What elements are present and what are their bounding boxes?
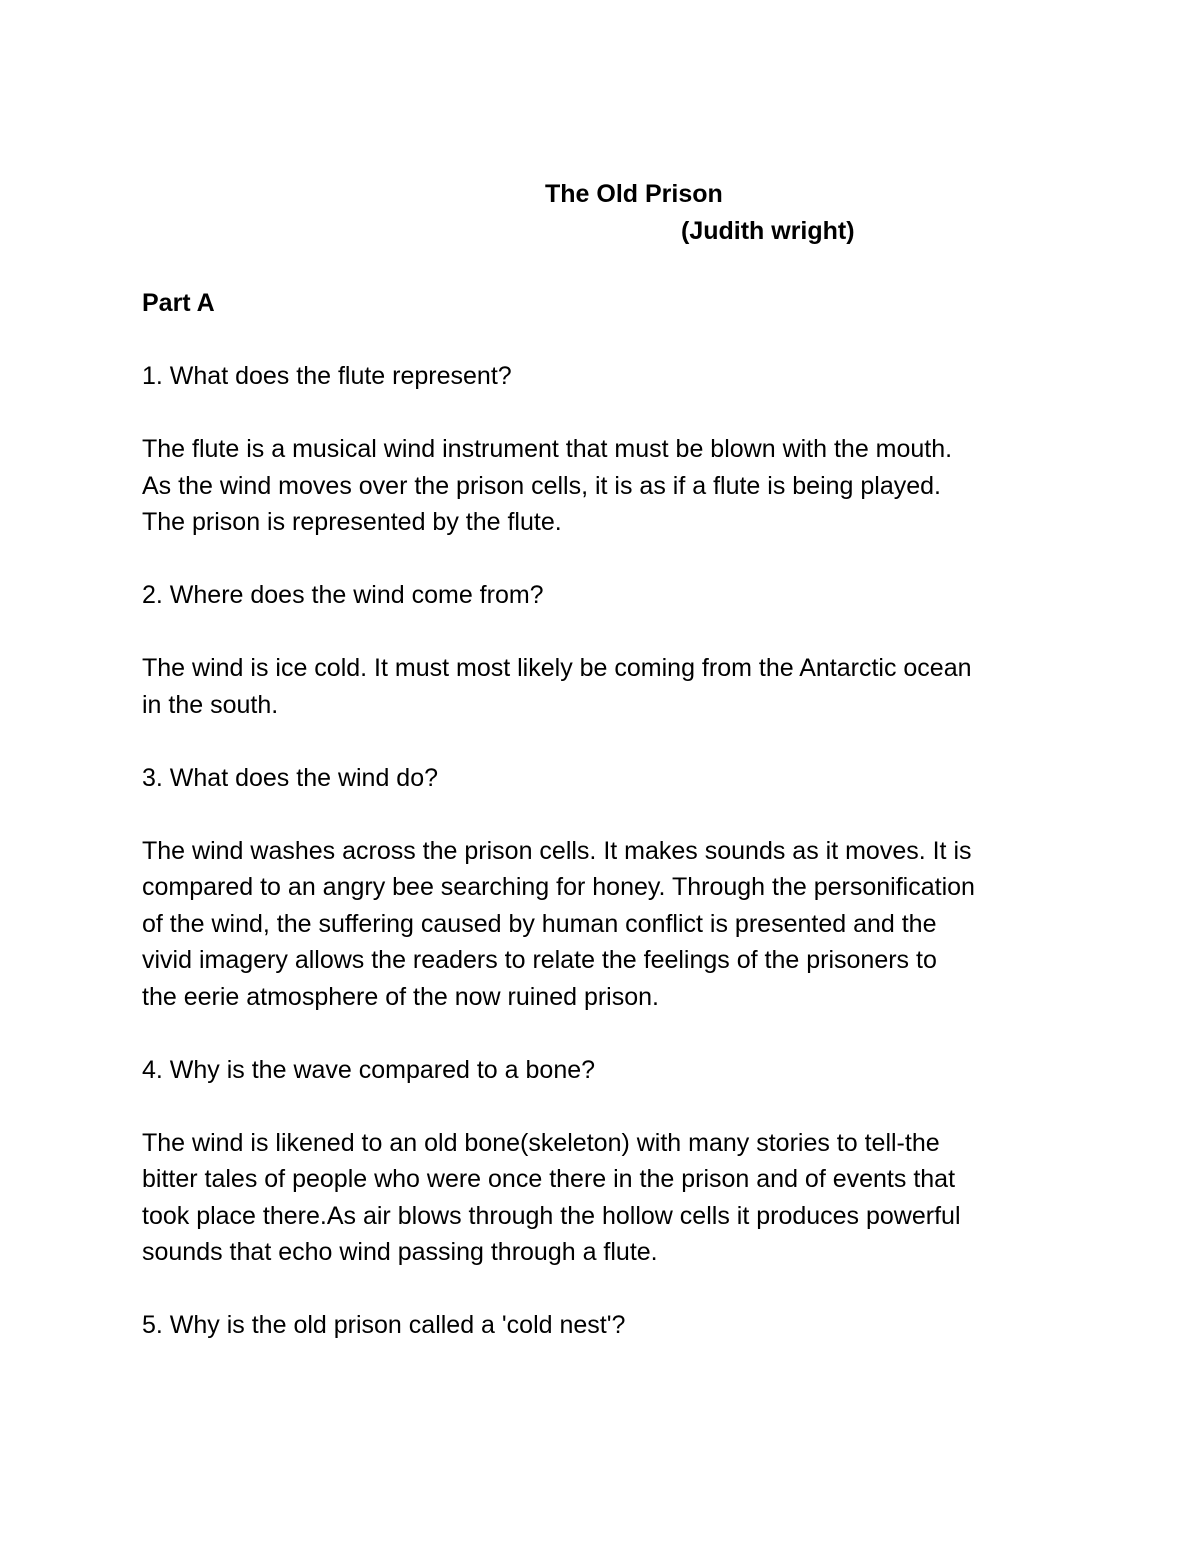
question-4: 4. Why is the wave compared to a bone? (142, 1055, 596, 1084)
answer-line: compared to an angry bee searching for honey. Through the personification (142, 873, 975, 901)
answer-2 (142, 650, 1072, 723)
qa-section (142, 358, 1072, 1380)
document-author: (Judith wright) (681, 217, 855, 245)
answer-line: the eerie atmosphere of the now ruined prison. (142, 982, 659, 1011)
answer-line: The prison is represented by the flute. (142, 508, 562, 536)
answer-line: took place there.As air blows through the hollow cells it produces powerful (142, 1201, 961, 1230)
answer-line: bitter tales of people who were once there in the prison and of events that (142, 1165, 956, 1193)
answer-1 (142, 431, 1072, 541)
answer-line: The wind is ice cold. It must most likely be coming from the Antarctic ocean (142, 654, 972, 682)
answer-line: of the wind, the suffering caused by human conflict is presented and the (142, 909, 937, 938)
answer-line: vivid imagery allows the readers to relate the feelings of the prisoners to (142, 946, 937, 974)
question-2: 2. Where does the wind come from? (142, 581, 544, 609)
answer-line: in the south. (142, 690, 279, 719)
question-1: 1. What does the flute represent? (142, 362, 512, 390)
answer-line: The wind washes across the prison cells. It makes sounds as it moves. It is (142, 836, 972, 865)
answer-line: sounds that echo wind passing through a flute. (142, 1238, 658, 1266)
answer-4 (142, 1125, 1072, 1271)
section-heading: Part A (142, 289, 215, 317)
question-5: 5. Why is the old prison called a 'cold nest'? (142, 1311, 626, 1339)
question-3: 3. What does the wind do? (142, 763, 439, 792)
answer-3 (142, 833, 1072, 1016)
answer-line: As the wind moves over the prison cells, it is as if a flute is being played. (142, 471, 941, 500)
document-title: The Old Prison (545, 180, 723, 208)
answer-line: The flute is a musical wind instrument that must be blown with the mouth. (142, 435, 953, 463)
answer-line: The wind is likened to an old bone(skeleton) with many stories to tell-the (142, 1128, 940, 1157)
